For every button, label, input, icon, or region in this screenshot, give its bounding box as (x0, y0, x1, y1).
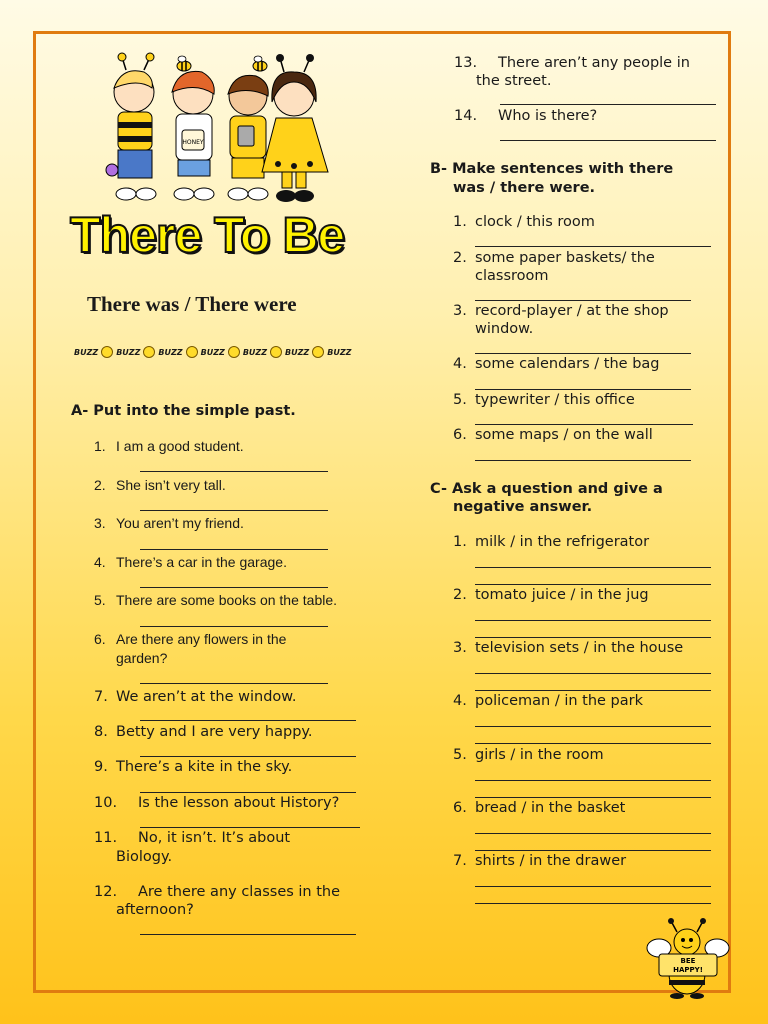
section-b-heading: B- Make sentences with there (430, 161, 674, 177)
list-item: 13. There aren’t any people in (454, 55, 690, 71)
buzz-word: BUZZ (200, 347, 225, 357)
answer-line[interactable] (475, 780, 711, 781)
bee-kids-illustration (98, 52, 338, 212)
answer-line[interactable] (475, 584, 711, 585)
list-item: 2. some paper baskets/ the (453, 250, 655, 266)
list-item: 10. Is the lesson about History? (94, 795, 340, 811)
honey-dot-icon (101, 346, 113, 358)
list-item: 1. milk / in the refrigerator (453, 534, 650, 550)
list-item: 1. clock / this room (453, 214, 595, 230)
section-c-heading: C- Ask a question and give a (430, 481, 663, 497)
section-b-heading-line2: was / there were. (453, 180, 596, 196)
answer-line[interactable] (475, 833, 711, 834)
honey-jar-label: HONEY (182, 139, 204, 146)
list-item-continuation: the street. (476, 73, 552, 89)
buzz-word: BUZZ (327, 347, 352, 357)
answer-line[interactable] (140, 510, 328, 511)
answer-line[interactable] (475, 300, 691, 301)
list-item: 3. You aren’t my friend. (94, 515, 244, 531)
answer-line[interactable] (140, 934, 356, 935)
list-item: 14. Who is there? (454, 108, 598, 124)
answer-line[interactable] (475, 460, 691, 461)
list-item: 9. There’s a kite in the sky. (94, 759, 293, 775)
answer-line[interactable] (140, 720, 356, 721)
honey-dot-icon (143, 346, 155, 358)
answer-line[interactable] (140, 471, 328, 472)
list-item: 6. bread / in the basket (453, 800, 626, 816)
answer-line[interactable] (140, 792, 356, 793)
list-item-continuation: Biology. (116, 849, 173, 865)
answer-line[interactable] (475, 620, 711, 621)
bee-happy-icon (645, 918, 731, 1000)
bee-icon (177, 56, 191, 71)
buzz-word: BUZZ (285, 347, 310, 357)
answer-line[interactable] (140, 756, 356, 757)
list-item-continuation: window. (475, 321, 534, 337)
answer-line[interactable] (475, 797, 711, 798)
worksheet-title: There To Be (70, 207, 345, 263)
list-item: 8. Betty and I are very happy. (94, 724, 313, 740)
list-item: 2. She isn’t very tall. (94, 477, 226, 493)
list-item: 6. Are there any flowers in the (94, 631, 287, 647)
answer-line[interactable] (475, 743, 711, 744)
answer-line[interactable] (475, 246, 711, 247)
section-a-heading: A- Put into the simple past. (71, 403, 296, 419)
answer-line[interactable] (140, 683, 328, 684)
list-item: 3. television sets / in the house (453, 640, 684, 656)
answer-line[interactable] (500, 104, 716, 105)
answer-line[interactable] (475, 903, 711, 904)
answer-line[interactable] (475, 850, 711, 851)
worksheet-subtitle: There was / There were (87, 292, 297, 316)
bee-icon (253, 56, 267, 71)
answer-line[interactable] (500, 140, 716, 141)
buzz-decoration (74, 346, 351, 358)
buzz-word: BUZZ (158, 347, 183, 357)
list-item: 11. No, it isn’t. It’s about (94, 830, 291, 846)
list-item: 5. typewriter / this office (453, 392, 635, 408)
answer-line[interactable] (475, 673, 711, 674)
list-item: 3. record-player / at the shop (453, 303, 669, 319)
list-item: 7. We aren’t at the window. (94, 689, 297, 705)
list-item: 5. There are some books on the table. (94, 592, 338, 608)
answer-line[interactable] (140, 827, 360, 828)
list-item: 7. shirts / in the drawer (453, 853, 627, 869)
badge-text-line2: HAPPY! (673, 966, 703, 974)
answer-line[interactable] (475, 353, 691, 354)
answer-line[interactable] (475, 424, 693, 425)
list-item: 5. girls / in the room (453, 747, 604, 763)
list-item-continuation: classroom (475, 268, 549, 284)
badge-text-line1: BEE (680, 957, 696, 965)
buzz-word: BUZZ (116, 347, 141, 357)
honey-dot-icon (228, 346, 240, 358)
list-item: 2. tomato juice / in the jug (453, 587, 649, 603)
answer-line[interactable] (475, 726, 711, 727)
list-item: 12. Are there any classes in the (94, 884, 341, 900)
list-item: 1. I am a good student. (94, 438, 244, 454)
list-item: 4. policeman / in the park (453, 693, 644, 709)
section-c-heading-line2: negative answer. (453, 499, 593, 515)
buzz-word: BUZZ (242, 347, 268, 357)
list-item: 6. some maps / on the wall (453, 427, 653, 443)
answer-line[interactable] (140, 549, 328, 550)
answer-line[interactable] (475, 567, 711, 568)
list-item: 4. There’s a car in the garage. (94, 554, 287, 570)
answer-line[interactable] (140, 626, 328, 627)
answer-line[interactable] (140, 587, 328, 588)
list-item-continuation: garden? (116, 650, 168, 666)
answer-line[interactable] (475, 637, 711, 638)
honey-dot-icon (270, 346, 282, 358)
buzz-word: BUZZ (74, 347, 99, 357)
honey-dot-icon (186, 346, 198, 358)
answer-line[interactable] (475, 886, 711, 887)
list-item: 4. some calendars / the bag (453, 356, 660, 372)
answer-line[interactable] (475, 690, 711, 691)
answer-line[interactable] (475, 389, 691, 390)
list-item-continuation: afternoon? (116, 902, 194, 918)
honey-dot-icon (312, 346, 324, 358)
